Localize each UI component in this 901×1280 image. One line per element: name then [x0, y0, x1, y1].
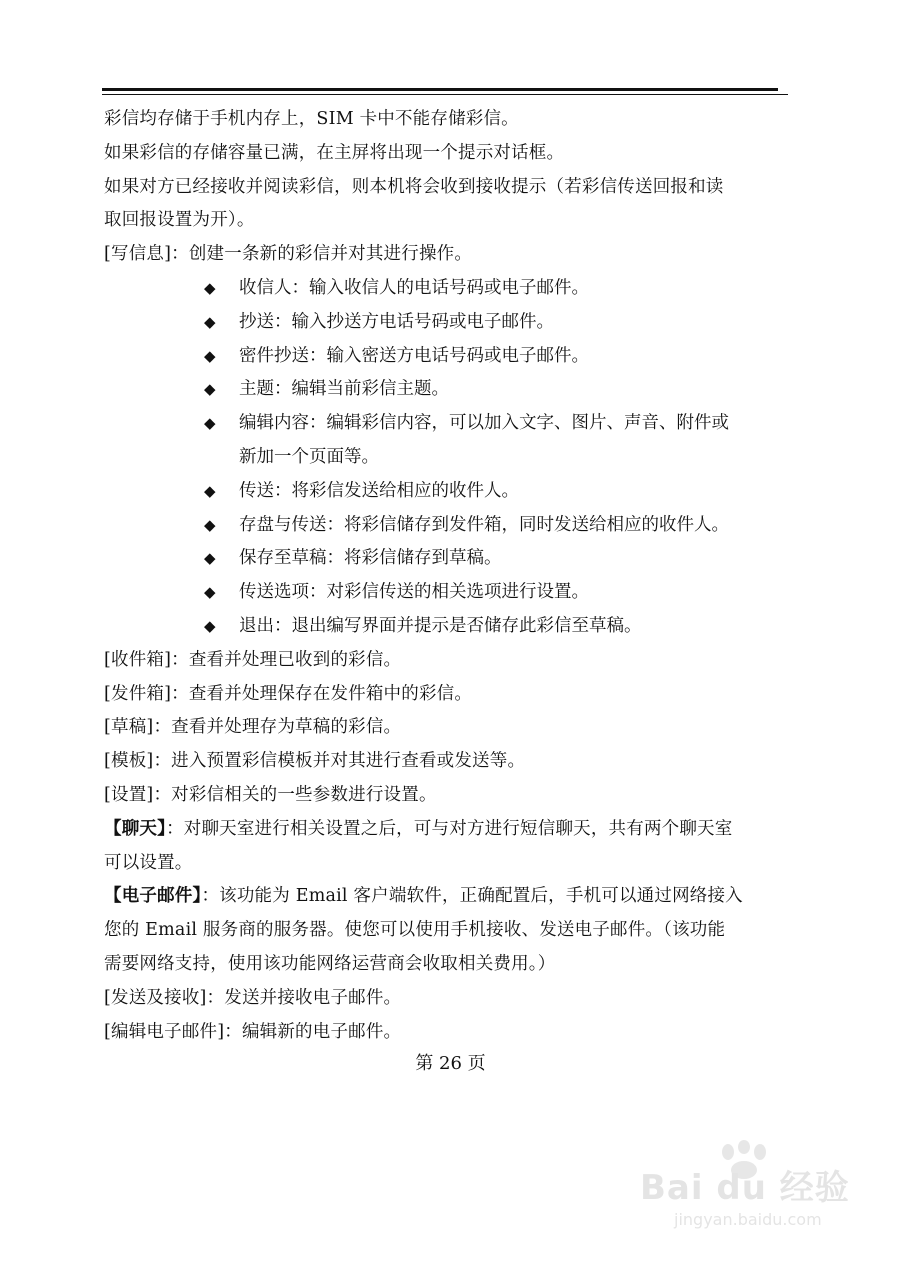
bullet-item — [104, 610, 788, 644]
bullet-text: 保存至草稿：将彩信储存到草稿。 — [239, 548, 502, 569]
email-text: ：该功能为 Email 客户端软件，正确配置后，手机可以通过网络接入 — [201, 886, 743, 907]
watermark-url: jingyan.baidu.com — [674, 1210, 822, 1229]
diamond-bullet-icon: ◆ — [204, 481, 216, 500]
bullet-item — [104, 373, 788, 407]
bullet-text: 编辑内容：编辑彩信内容，可以加入文字、图片、声音、附件或 — [239, 413, 729, 434]
page-number: 第 26 页 — [415, 1053, 486, 1074]
bullet-text: 密件抄送：输入密送方电话号码或电子邮件。 — [239, 345, 589, 366]
email-text-cont: 您的 Email 服务商的服务器。使您可以使用手机接收、发送电子邮件。（该功能 — [104, 920, 726, 941]
section-send-receive: [发送及接收]：发送并接收电子邮件。 — [104, 987, 402, 1008]
email-heading: 【电子邮件】 — [104, 886, 202, 907]
text-line: 彩信均存储于手机内存上，SIM 卡中不能存储彩信。 — [104, 109, 519, 129]
chat-heading: 【聊天】 — [104, 818, 167, 839]
bullet-text: 主题：编辑当前彩信主题。 — [239, 379, 449, 400]
diamond-bullet-icon: ◆ — [204, 380, 216, 399]
section-inbox: [收件箱]：查看并处理已收到的彩信。 — [104, 649, 402, 670]
bullet-item — [104, 542, 788, 576]
bullet-text: 退出：退出编写界面并提示是否储存此彩信至草稿。 — [239, 615, 642, 636]
section-settings: [设置]：对彩信相关的一些参数进行设置。 — [104, 784, 437, 805]
bullet-text: 抄送：输入抄送方电话号码或电子邮件。 — [239, 311, 554, 332]
text-line: 如果对方已经接收并阅读彩信，则本机将会收到接收提示（若彩信传送回报和读 — [104, 176, 724, 197]
bullet-item — [104, 407, 788, 441]
bullet-text: 传送选项：对彩信传送的相关选项进行设置。 — [239, 582, 589, 603]
section-outbox: [发件箱]：查看并处理保存在发件箱中的彩信。 — [104, 683, 473, 704]
chat-text-cont: 可以设置。 — [104, 852, 193, 873]
section-drafts: [草稿]：查看并处理存为草稿的彩信。 — [104, 717, 402, 738]
bullet-item — [104, 509, 788, 543]
diamond-bullet-icon: ◆ — [204, 346, 216, 365]
baidu-watermark — [640, 1130, 860, 1240]
bullet-text: 收信人：输入收信人的电话号码或电子邮件。 — [239, 277, 589, 298]
text-line: 取回报设置为开）。 — [104, 210, 255, 231]
chat-paragraph — [104, 813, 788, 847]
diamond-bullet-icon: ◆ — [204, 549, 216, 568]
bullet-item — [104, 306, 788, 340]
section-templates: [模板]：进入预置彩信模板并对其进行查看或发送等。 — [104, 751, 526, 772]
diamond-bullet-icon: ◆ — [204, 583, 216, 602]
section-write-message: [写信息]：创建一条新的彩信并对其进行操作。 — [104, 244, 473, 265]
diamond-bullet-icon: ◆ — [204, 616, 216, 635]
email-paragraph — [104, 880, 788, 914]
header-rule-thin — [102, 94, 788, 95]
section-edit-email: [编辑电子邮件]：编辑新的电子邮件。 — [104, 1021, 402, 1042]
bullet-continuation: 新加一个页面等。 — [239, 446, 379, 467]
bullet-item — [104, 576, 788, 610]
diamond-bullet-icon: ◆ — [204, 515, 216, 534]
bullet-text: 传送：将彩信发送给相应的收件人。 — [239, 480, 519, 501]
header-rule-thick — [102, 88, 778, 91]
bullet-item — [104, 475, 788, 509]
text-line: 如果彩信的存储容量已满，在主屏将出现一个提示对话框。 — [104, 142, 565, 163]
email-text-cont: 需要网络支持，使用该功能网络运营商会收取相关费用。） — [104, 953, 556, 974]
chat-text: ：对聊天室进行相关设置之后，可与对方进行短信聊天，共有两个聊天室 — [166, 818, 733, 839]
page-content — [104, 103, 788, 1049]
watermark-brand: Bai du 经验 — [640, 1168, 850, 1208]
bullet-text: 存盘与传送：将彩信储存到发件箱，同时发送给相应的收件人。 — [239, 514, 729, 535]
bullet-item — [104, 340, 788, 374]
bullet-item — [104, 272, 788, 306]
diamond-bullet-icon: ◆ — [204, 312, 216, 331]
diamond-bullet-icon: ◆ — [204, 278, 216, 297]
diamond-bullet-icon: ◆ — [204, 414, 216, 433]
